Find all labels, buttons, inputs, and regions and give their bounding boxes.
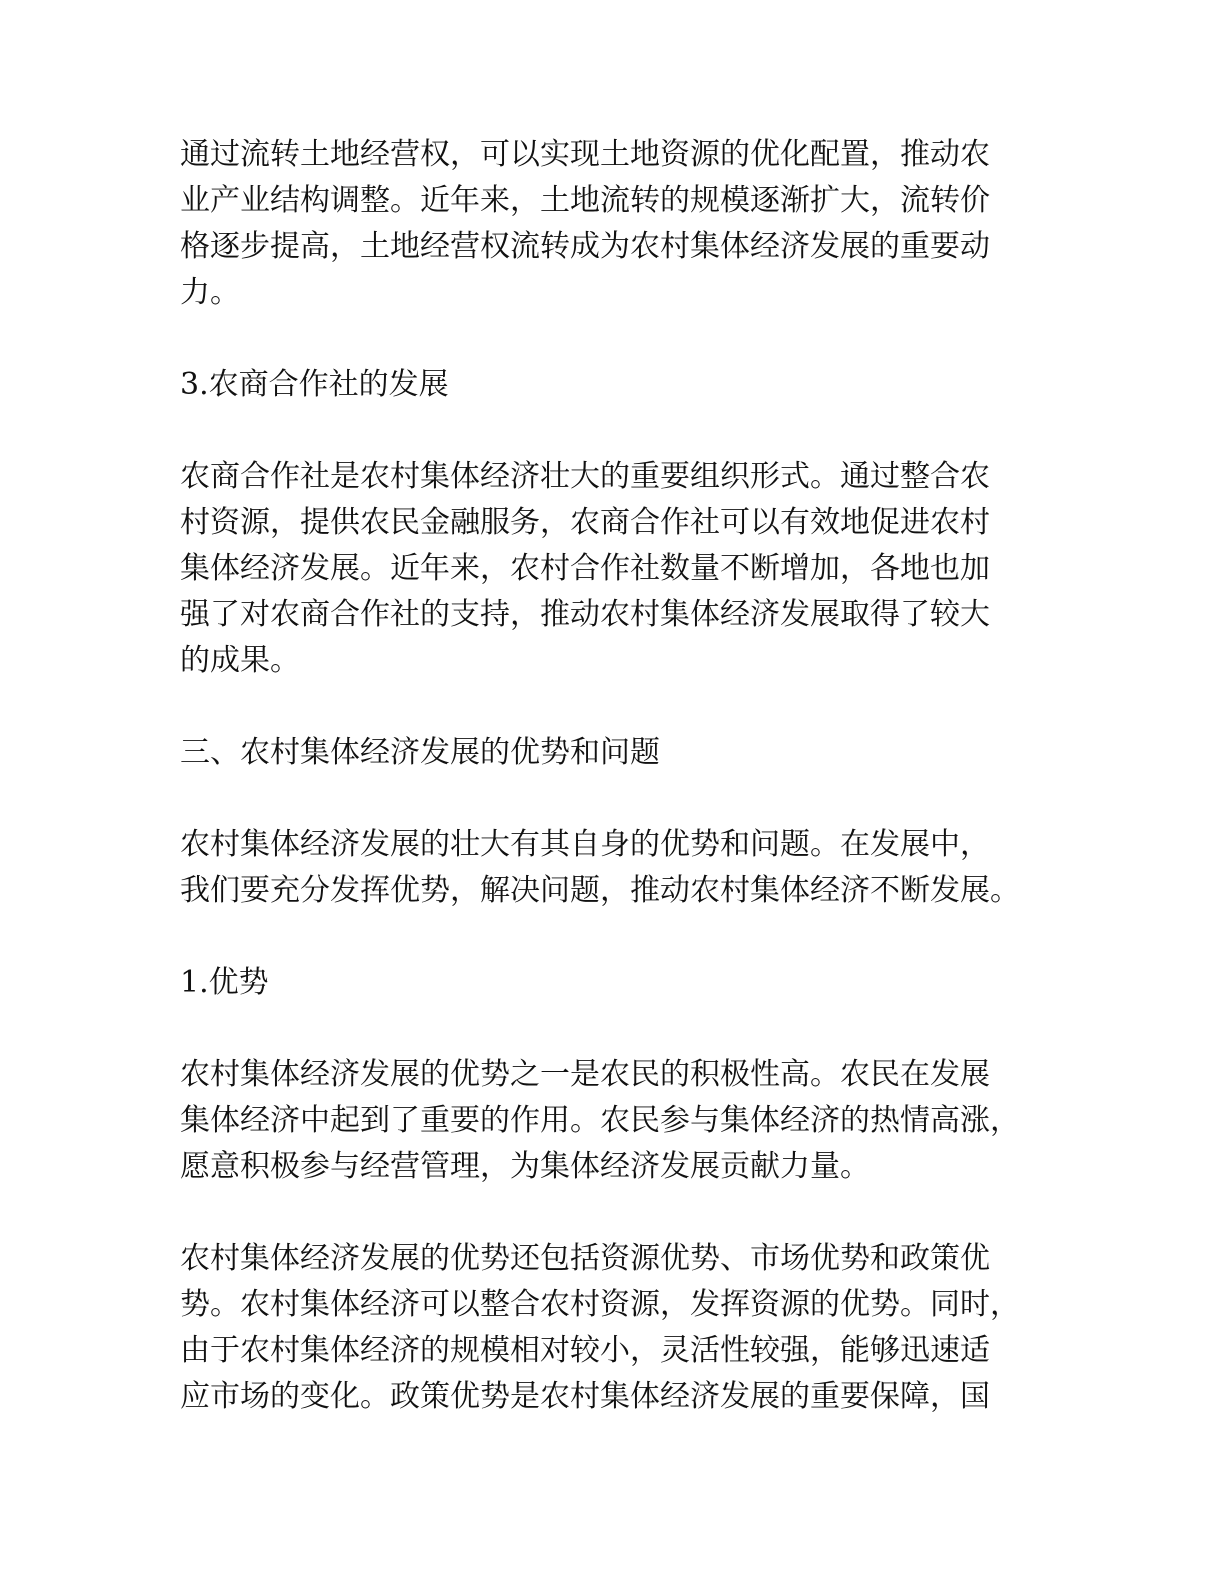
chapter-heading-advantages-problems bbox=[180, 730, 1060, 776]
paragraph-spacer bbox=[180, 1190, 1060, 1236]
text-line: 强了对农商合作社的支持，推动农村集体经济发展取得了较大 bbox=[180, 597, 990, 632]
heading-text: 3.农商合作社的发展 bbox=[180, 367, 449, 402]
paragraph-spacer bbox=[180, 316, 1060, 362]
text-line: 的成果。 bbox=[180, 643, 300, 678]
text-line: 势。农村集体经济可以整合农村资源，发挥资源的优势。同时， bbox=[180, 1287, 1020, 1322]
section-heading-advantages bbox=[180, 960, 1060, 1006]
text-line: 由于农村集体经济的规模相对较小，灵活性较强，能够迅速适 bbox=[180, 1333, 990, 1368]
text-line: 业产业结构调整。近年来，土地流转的规模逐渐扩大，流转价 bbox=[180, 183, 990, 218]
text-line: 村资源，提供农民金融服务，农商合作社可以有效地促进农村 bbox=[180, 505, 990, 540]
paragraph-spacer bbox=[180, 776, 1060, 822]
paragraph-intro-advantages bbox=[180, 822, 1060, 914]
text-line: 农村集体经济发展的优势之一是农民的积极性高。农民在发展 bbox=[180, 1057, 990, 1092]
heading-text: 1.优势 bbox=[180, 965, 269, 1000]
paragraph-land-transfer bbox=[180, 132, 1060, 316]
document-page bbox=[180, 132, 1060, 1420]
text-line: 我们要充分发挥优势，解决问题，推动农村集体经济不断发展。 bbox=[180, 873, 1020, 908]
text-line: 应市场的变化。政策优势是农村集体经济发展的重要保障，国 bbox=[180, 1379, 990, 1414]
paragraph-resource-market-policy bbox=[180, 1236, 1060, 1420]
text-line: 愿意积极参与经营管理，为集体经济发展贡献力量。 bbox=[180, 1149, 870, 1184]
paragraph-spacer bbox=[180, 408, 1060, 454]
text-line: 农村集体经济发展的优势还包括资源优势、市场优势和政策优 bbox=[180, 1241, 990, 1276]
text-line: 通过流转土地经营权，可以实现土地资源的优化配置，推动农 bbox=[180, 137, 990, 172]
text-line: 格逐步提高，土地经营权流转成为农村集体经济发展的重要动 bbox=[180, 229, 990, 264]
section-heading-cooperatives bbox=[180, 362, 1060, 408]
paragraph-spacer bbox=[180, 914, 1060, 960]
text-line: 农村集体经济发展的壮大有其自身的优势和问题。在发展中， bbox=[180, 827, 990, 862]
text-line: 力。 bbox=[180, 275, 240, 310]
text-line: 集体经济发展。近年来，农村合作社数量不断增加，各地也加 bbox=[180, 551, 990, 586]
heading-text: 三、农村集体经济发展的优势和问题 bbox=[180, 735, 660, 770]
text-line: 集体经济中起到了重要的作用。农民参与集体经济的热情高涨， bbox=[180, 1103, 1020, 1138]
paragraph-farmer-enthusiasm bbox=[180, 1052, 1060, 1190]
paragraph-spacer bbox=[180, 1006, 1060, 1052]
paragraph-spacer bbox=[180, 684, 1060, 730]
paragraph-cooperatives bbox=[180, 454, 1060, 684]
text-line: 农商合作社是农村集体经济壮大的重要组织形式。通过整合农 bbox=[180, 459, 990, 494]
